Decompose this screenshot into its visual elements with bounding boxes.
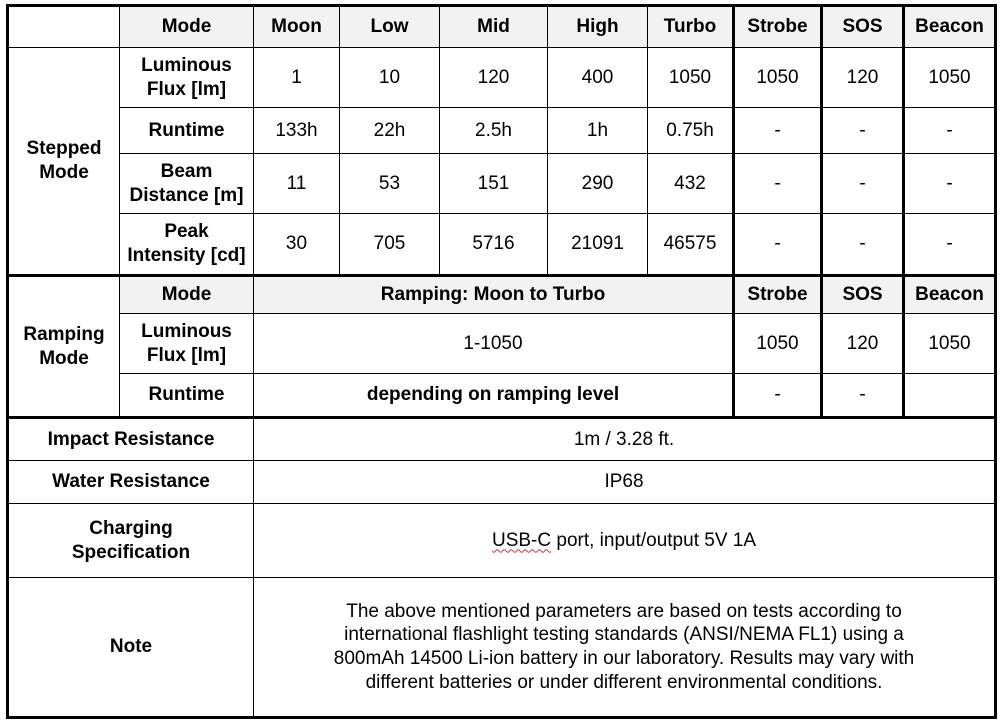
stepped-intensity-label-line1: Peak — [164, 221, 209, 243]
ramping-flux-beacon: 1050 — [904, 314, 996, 374]
stepped-flux-sos: 120 — [822, 48, 904, 108]
note-line-2: international flashlight testing standards (ANSI/NEMA FL1) using a — [344, 624, 904, 646]
stepped-runtime-mid: 2.5h — [440, 108, 548, 154]
stepped-flux-turbo: 1050 — [648, 48, 734, 108]
stepped-beam-strobe: - — [734, 154, 822, 214]
ramping-header-strobe: Strobe — [734, 276, 822, 314]
stepped-flux-label-line1: Luminous — [141, 54, 232, 76]
stepped-intensity-sos: - — [822, 214, 904, 276]
note-line-1: The above mentioned parameters are based on tests according to — [346, 600, 902, 622]
ramping-header-row — [8, 276, 996, 314]
stepped-intensity-row — [8, 214, 996, 276]
ramping-flux-sos: 120 — [822, 314, 904, 374]
note-label: Note — [8, 578, 254, 718]
header-mode-turbo: Turbo — [648, 6, 734, 48]
ramping-mode-group — [8, 276, 120, 418]
note-line-4: different batteries or under different environmental conditions. — [365, 671, 883, 693]
corner-cell — [8, 6, 120, 48]
ramping-flux-row — [8, 314, 996, 374]
stepped-beam-row — [8, 154, 996, 214]
ramping-flux-label — [120, 314, 254, 374]
charging-row — [8, 504, 996, 578]
stepped-mode-group — [8, 48, 120, 276]
stepped-group-line1: Stepped — [26, 138, 102, 160]
stepped-flux-high: 400 — [548, 48, 648, 108]
stepped-beam-mid: 151 — [440, 154, 548, 214]
stepped-beam-label-line2: Distance [m] — [129, 184, 244, 206]
specification-table — [6, 4, 997, 719]
ramping-header-beacon: Beacon — [904, 276, 996, 314]
water-row — [8, 461, 996, 504]
charging-label — [8, 504, 254, 578]
stepped-flux-low: 10 — [340, 48, 440, 108]
impact-label: Impact Resistance — [8, 418, 254, 461]
ramping-flux-strobe: 1050 — [734, 314, 822, 374]
stepped-beam-label — [120, 154, 254, 214]
ramping-flux-label-line2: Flux [lm] — [146, 344, 227, 366]
stepped-runtime-low: 22h — [340, 108, 440, 154]
water-label: Water Resistance — [8, 461, 254, 504]
charging-label-line1: Charging — [89, 517, 173, 539]
header-mode-sos: SOS — [822, 6, 904, 48]
stepped-runtime-beacon: - — [904, 108, 996, 154]
stepped-intensity-moon: 30 — [254, 214, 340, 276]
charging-value — [254, 504, 996, 578]
header-mode-beacon: Beacon — [904, 6, 996, 48]
ramping-group-line1: Ramping — [23, 323, 105, 345]
ramping-runtime-label: Runtime — [120, 374, 254, 418]
stepped-intensity-label — [120, 214, 254, 276]
ramping-runtime-text: depending on ramping level — [254, 374, 734, 418]
charging-label-line2: Specification — [71, 541, 191, 563]
ramping-group-line2: Mode — [39, 347, 89, 369]
stepped-group-line2: Mode — [39, 162, 89, 183]
header-mode-mid: Mid — [440, 6, 548, 48]
stepped-intensity-strobe: - — [734, 214, 822, 276]
stepped-flux-mid: 120 — [440, 48, 548, 108]
stepped-beam-label-line1: Beam — [160, 160, 213, 182]
stepped-intensity-high: 21091 — [548, 214, 648, 276]
ramping-runtime-row — [8, 374, 996, 418]
note-row — [8, 578, 996, 718]
stepped-intensity-label-line2: Intensity [cd] — [127, 245, 246, 266]
stepped-flux-label — [120, 48, 254, 108]
stepped-runtime-moon: 133h — [254, 108, 340, 154]
header-row — [8, 6, 996, 48]
stepped-flux-strobe: 1050 — [734, 48, 822, 108]
ramping-flux-label-line1: Luminous — [141, 320, 232, 342]
header-mode-moon: Moon — [254, 6, 340, 48]
header-mode-label: Mode — [120, 6, 254, 48]
stepped-flux-beacon: 1050 — [904, 48, 996, 108]
ramping-header-sos: SOS — [822, 276, 904, 314]
stepped-runtime-row — [8, 108, 996, 154]
ramping-runtime-strobe: - — [734, 374, 822, 418]
stepped-beam-moon: 11 — [254, 154, 340, 214]
header-mode-low: Low — [340, 6, 440, 48]
stepped-runtime-turbo: 0.75h — [648, 108, 734, 154]
water-value: IP68 — [254, 461, 996, 504]
stepped-flux-row — [8, 48, 996, 108]
stepped-intensity-low: 705 — [340, 214, 440, 276]
charging-port-type: USB-C — [491, 529, 552, 551]
stepped-intensity-beacon: - — [904, 214, 996, 276]
stepped-beam-beacon: - — [904, 154, 996, 214]
ramping-runtime-beacon — [904, 374, 996, 418]
stepped-beam-sos: - — [822, 154, 904, 214]
ramping-runtime-sos: - — [822, 374, 904, 418]
charging-port-details: port, input/output 5V 1A — [551, 529, 757, 551]
header-mode-strobe: Strobe — [734, 6, 822, 48]
stepped-flux-label-line2: Flux [lm] — [146, 78, 227, 100]
note-line-3: 800mAh 14500 Li-ion battery in our laboratory. Results may vary with — [333, 648, 915, 669]
stepped-flux-moon: 1 — [254, 48, 340, 108]
impact-value: 1m / 3.28 ft. — [254, 418, 996, 461]
ramping-range-label: Ramping: Moon to Turbo — [254, 276, 734, 314]
header-mode-high: High — [548, 6, 648, 48]
stepped-runtime-strobe: - — [734, 108, 822, 154]
impact-row — [8, 418, 996, 461]
stepped-intensity-turbo: 46575 — [648, 214, 734, 276]
ramping-mode-label: Mode — [120, 276, 254, 314]
note-text — [254, 578, 996, 718]
stepped-runtime-label: Runtime — [120, 108, 254, 154]
stepped-runtime-high: 1h — [548, 108, 648, 154]
stepped-beam-low: 53 — [340, 154, 440, 214]
stepped-beam-high: 290 — [548, 154, 648, 214]
ramping-flux-range: 1-1050 — [254, 314, 734, 374]
stepped-runtime-sos: - — [822, 108, 904, 154]
stepped-beam-turbo: 432 — [648, 154, 734, 214]
stepped-intensity-mid: 5716 — [440, 214, 548, 276]
